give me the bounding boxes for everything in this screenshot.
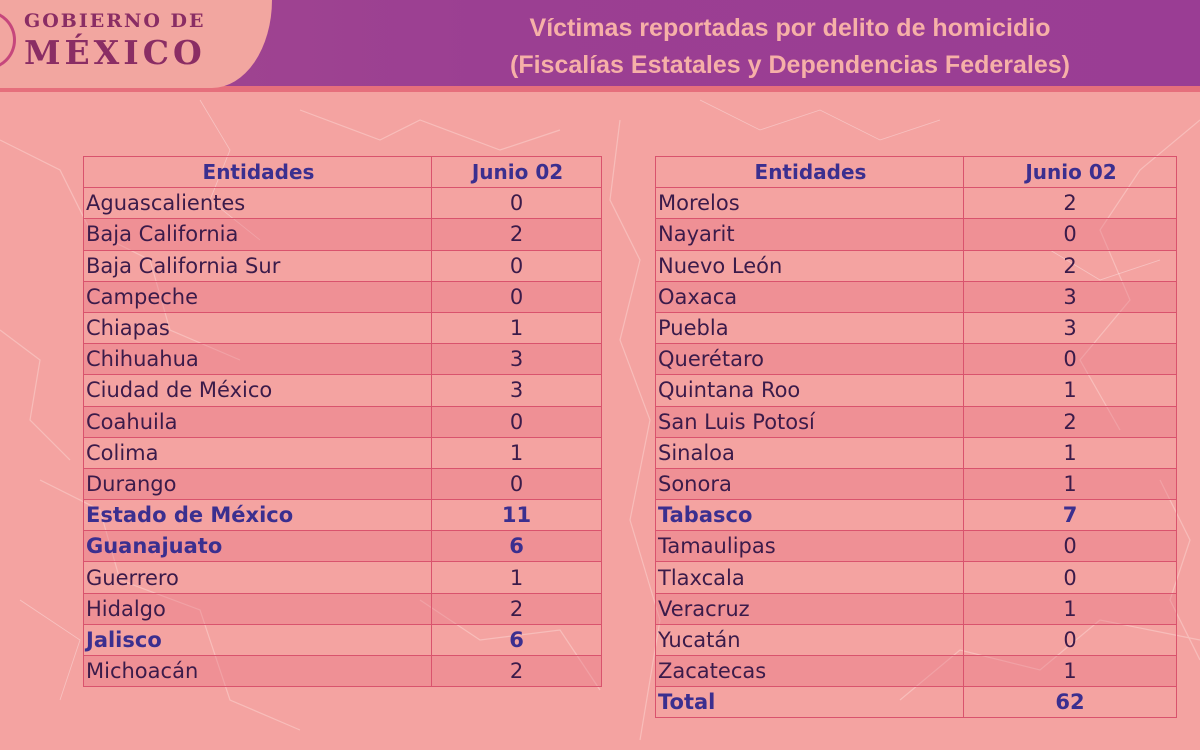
- victim-count: 1: [432, 437, 602, 468]
- victim-count: 0: [432, 406, 602, 437]
- victim-count: 2: [432, 656, 602, 687]
- table-row: [84, 281, 602, 312]
- table-row-highlighted: [84, 531, 602, 562]
- victim-count: 6: [432, 624, 602, 655]
- entity-name: Baja California Sur: [84, 250, 432, 281]
- logo-text-bottom: MÉXICO: [24, 33, 206, 72]
- table-row: [656, 656, 1177, 687]
- logo-text-top: GOBIERNO DE: [24, 10, 206, 32]
- table-row: [84, 468, 602, 499]
- entity-name: Tabasco: [656, 500, 964, 531]
- table-row: [656, 468, 1177, 499]
- table-row: [84, 312, 602, 343]
- entity-name: Chiapas: [84, 312, 432, 343]
- victims-table-right: [655, 156, 1177, 718]
- table-row: [656, 593, 1177, 624]
- entity-name: Aguascalientes: [84, 188, 432, 219]
- table-row: [84, 344, 602, 375]
- table-row: [656, 437, 1177, 468]
- table-row: [656, 312, 1177, 343]
- victim-count: 2: [964, 250, 1177, 281]
- victim-count: 0: [432, 281, 602, 312]
- table-row: [656, 250, 1177, 281]
- table-row: [84, 188, 602, 219]
- table-row: [84, 593, 602, 624]
- table-row: [84, 219, 602, 250]
- table-row: [656, 531, 1177, 562]
- victim-count: 0: [432, 250, 602, 281]
- table-header-row: [84, 157, 602, 188]
- table-row: [656, 562, 1177, 593]
- entity-name: San Luis Potosí: [656, 406, 964, 437]
- table-row: [84, 406, 602, 437]
- victim-count: 0: [964, 219, 1177, 250]
- victim-count: 2: [432, 219, 602, 250]
- column-header-entity: Entidades: [656, 157, 964, 188]
- logo-emblem-icon: [0, 10, 16, 70]
- victim-count: 0: [964, 624, 1177, 655]
- entity-name: Yucatán: [656, 624, 964, 655]
- entity-name: Durango: [84, 468, 432, 499]
- total-row: [656, 687, 1177, 718]
- entity-name: Guanajuato: [84, 531, 432, 562]
- victim-count: 6: [432, 531, 602, 562]
- table-row: [656, 375, 1177, 406]
- victim-count: 1: [964, 437, 1177, 468]
- victim-count: 1: [964, 656, 1177, 687]
- title-line-2: (Fiscalías Estatales y Dependencias Federales): [510, 51, 1070, 79]
- entity-name: Hidalgo: [84, 593, 432, 624]
- table-row: [656, 406, 1177, 437]
- entity-name: Jalisco: [84, 624, 432, 655]
- victim-count: 0: [964, 344, 1177, 375]
- victim-count: 0: [964, 531, 1177, 562]
- victim-count: 11: [432, 500, 602, 531]
- victim-count: 2: [432, 593, 602, 624]
- entity-name: Veracruz: [656, 593, 964, 624]
- entity-name: Ciudad de México: [84, 375, 432, 406]
- entity-name: Chihuahua: [84, 344, 432, 375]
- entity-name: Quintana Roo: [656, 375, 964, 406]
- column-header-date: Junio 02: [964, 157, 1177, 188]
- victim-count: 0: [964, 562, 1177, 593]
- victim-count: 1: [964, 375, 1177, 406]
- victim-count: 0: [432, 188, 602, 219]
- victim-count: 3: [432, 375, 602, 406]
- entity-name: Guerrero: [84, 562, 432, 593]
- table-row: [656, 188, 1177, 219]
- victim-count: 2: [964, 188, 1177, 219]
- total-value: 62: [964, 687, 1177, 718]
- victims-table-left: [83, 156, 602, 687]
- table-row: [84, 437, 602, 468]
- entity-name: Tamaulipas: [656, 531, 964, 562]
- entity-name: Nuevo León: [656, 250, 964, 281]
- entity-name: Michoacán: [84, 656, 432, 687]
- entity-name: Oaxaca: [656, 281, 964, 312]
- title-line-1: Víctimas reportadas por delito de homicidio: [529, 14, 1051, 42]
- table-row: [656, 344, 1177, 375]
- table-row: [656, 219, 1177, 250]
- entity-name: Baja California: [84, 219, 432, 250]
- table-row: [84, 562, 602, 593]
- table-row-highlighted: [656, 500, 1177, 531]
- victim-count: 1: [432, 312, 602, 343]
- victim-count: 7: [964, 500, 1177, 531]
- entity-name: Puebla: [656, 312, 964, 343]
- table-row: [84, 656, 602, 687]
- entity-name: Coahuila: [84, 406, 432, 437]
- victim-count: 1: [964, 468, 1177, 499]
- table-row: [84, 250, 602, 281]
- entity-name: Nayarit: [656, 219, 964, 250]
- entity-name: Tlaxcala: [656, 562, 964, 593]
- government-logo: [0, 0, 272, 88]
- victim-count: 3: [432, 344, 602, 375]
- page-title: [380, 10, 1200, 84]
- table-header-row: [656, 157, 1177, 188]
- table-row: [656, 281, 1177, 312]
- entity-name: Campeche: [84, 281, 432, 312]
- table-row: [656, 624, 1177, 655]
- entity-name: Colima: [84, 437, 432, 468]
- entity-name: Querétaro: [656, 344, 964, 375]
- column-header-date: Junio 02: [432, 157, 602, 188]
- table-row-highlighted: [84, 624, 602, 655]
- victim-count: 2: [964, 406, 1177, 437]
- entity-name: Morelos: [656, 188, 964, 219]
- entity-name: Zacatecas: [656, 656, 964, 687]
- table-row: [84, 375, 602, 406]
- victim-count: 3: [964, 281, 1177, 312]
- victim-count: 0: [432, 468, 602, 499]
- total-label: Total: [656, 687, 964, 718]
- victim-count: 1: [964, 593, 1177, 624]
- entity-name: Sinaloa: [656, 437, 964, 468]
- column-header-entity: Entidades: [84, 157, 432, 188]
- victim-count: 1: [432, 562, 602, 593]
- entity-name: Sonora: [656, 468, 964, 499]
- victim-count: 3: [964, 312, 1177, 343]
- table-row-highlighted: [84, 500, 602, 531]
- entity-name: Estado de México: [84, 500, 432, 531]
